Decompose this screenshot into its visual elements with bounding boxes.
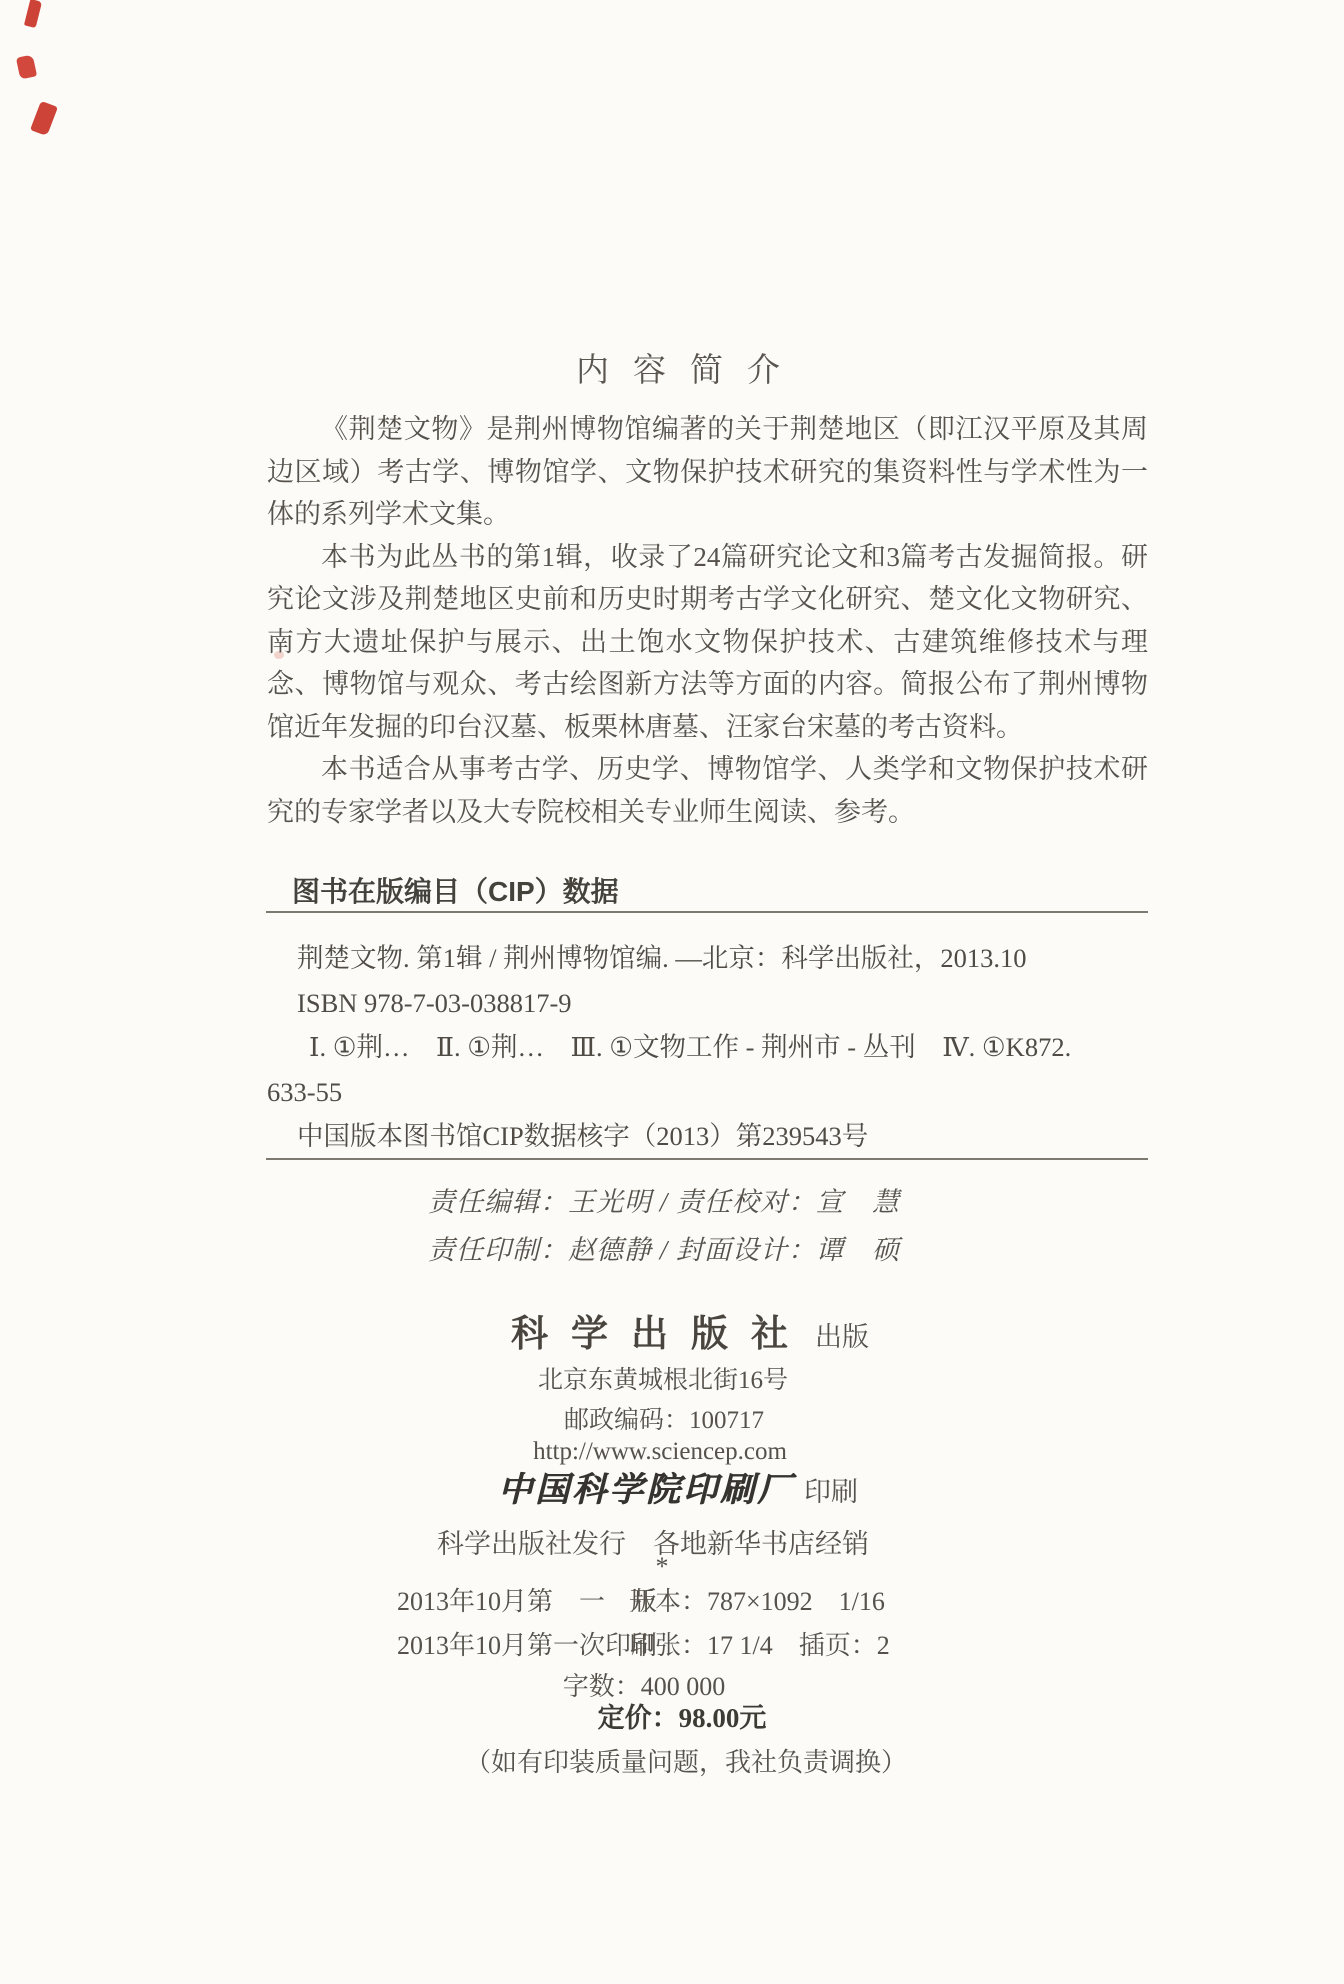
edition-date: 2013年10月第 一 版 bbox=[397, 1587, 658, 1616]
distribution-line: 科学出版社发行 各地新华书店经销 bbox=[437, 1529, 869, 1559]
cip-line: 633-55 bbox=[267, 1076, 343, 1107]
staff-line-editors: 责任编辑：王光明 / 责任校对：宣 慧 bbox=[427, 1187, 900, 1217]
publisher-logo-row bbox=[18, 1303, 1344, 1357]
publisher-address: 北京东黄城根北街16号 bbox=[537, 1367, 788, 1394]
red-registration-mark bbox=[30, 101, 58, 136]
intro-text-line: 究的专家学者以及大专院校相关专业师生阅读、参考。 bbox=[267, 796, 915, 827]
red-registration-mark bbox=[16, 54, 37, 79]
intro-text-line: 本书为此丛书的第1辑，收录了24篇研究论文和3篇考古发掘简报。研 bbox=[321, 541, 1148, 572]
red-registration-mark bbox=[24, 0, 42, 28]
word-count: 字数：400 000 bbox=[562, 1672, 726, 1701]
printer-suffix: 印刷 bbox=[804, 1477, 858, 1507]
cip-line: ISBN 978-7-03-038817-9 bbox=[297, 987, 572, 1018]
intro-text-line: 南方大遗址保护与展示、出土饱水文物保护技术、古建筑维修技术与理 bbox=[267, 626, 1148, 657]
intro-text-line: 究论文涉及荆楚地区史前和历史时期考古学文化研究、楚文化文物研究、 bbox=[267, 584, 1148, 614]
intro-paragraphs bbox=[267, 408, 1148, 833]
cip-header: 图书在版编目（CIP）数据 bbox=[292, 876, 619, 907]
publisher-url: http://www.sciencep.com bbox=[533, 1438, 787, 1465]
intro-text-line: 体的系列学术文集。 bbox=[267, 499, 510, 529]
intro-text-line: 《荆楚文物》是荆州博物馆编著的关于荆楚地区（即江汉平原及其周 bbox=[321, 414, 1148, 444]
edition-row bbox=[0, 1580, 1330, 1624]
divider-line bbox=[266, 1158, 1148, 1160]
cip-line: 荆楚文物. 第1辑 / 荆州博物馆编. —北京：科学出版社，2013.10 bbox=[297, 943, 1027, 973]
divider-line bbox=[266, 911, 1148, 913]
intro-text-line: 边区域）考古学、博物馆学、文物保护技术研究的集资料性与学术性为一 bbox=[267, 456, 1148, 487]
cip-block bbox=[267, 936, 1167, 1159]
intro-text-line: 馆近年发掘的印台汉墓、板栗林唐墓、汪家台宋墓的考古资料。 bbox=[267, 711, 1023, 742]
publisher-suffix: 出版 bbox=[815, 1322, 869, 1352]
staff-line-printing: 责任印制：赵德静 / 封面设计：谭 硕 bbox=[427, 1235, 900, 1265]
intro-text-line: 念、博物馆与观众、考古绘图新方法等方面的内容。简报公布了荆州博物 bbox=[267, 669, 1148, 699]
printer-logo-row bbox=[6, 1462, 1344, 1511]
printing-date: 2013年10月第一次印刷 bbox=[397, 1631, 658, 1660]
science-press-calligraphy-logo: 科学出版社 bbox=[511, 1314, 811, 1355]
printer-calligraphy-logo: 中国科学院印刷厂 bbox=[498, 1472, 794, 1509]
format-info: 开本：787×1092 1/16 bbox=[629, 1587, 885, 1616]
edition-row bbox=[0, 1624, 1330, 1668]
price: 定价：98.00元 bbox=[597, 1703, 767, 1733]
separator-star: * bbox=[655, 1552, 669, 1581]
cip-line: 中国版本图书馆CIP数据核字（2013）第239543号 bbox=[297, 1121, 869, 1151]
page-title: 内容简介 bbox=[576, 351, 804, 388]
quality-note: （如有印装质量问题，我社负责调换） bbox=[464, 1748, 907, 1777]
cip-line: Ⅰ. ①荆… Ⅱ. ①荆… Ⅲ. ①文物工作 - 荆州市 - 丛刊 Ⅳ. ①K872. bbox=[309, 1032, 1072, 1062]
staff-credits bbox=[0, 1178, 1344, 1274]
sheets-info: 印张：17 1/4 插页：2 bbox=[629, 1631, 890, 1660]
intro-text-line: 本书适合从事考古学、历史学、博物馆学、人类学和文物保护技术研 bbox=[321, 754, 1148, 784]
edition-info bbox=[0, 1580, 1344, 1668]
publisher-postcode: 邮政编码：100717 bbox=[563, 1407, 764, 1434]
